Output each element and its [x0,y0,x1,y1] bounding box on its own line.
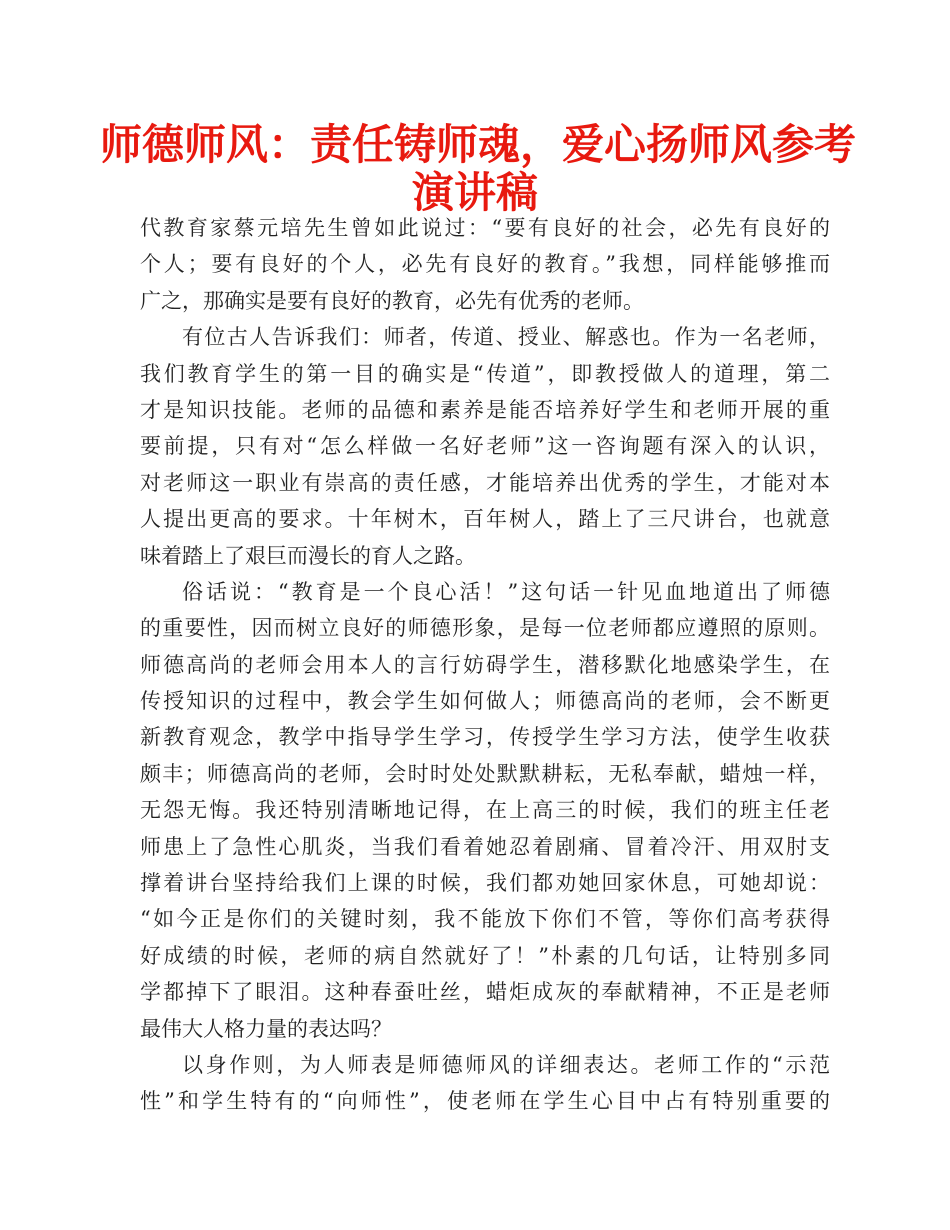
text-line: 味着踏上了艰巨而漫长的育人之路。 [140,543,476,568]
text-line: “如今正是你们的关键时刻，我不能放下你们不管，等你们高考获得 [140,907,830,932]
paragraph-2 [140,319,830,574]
paragraph-3 [140,574,830,1047]
text-line: 学都掉下了眼泪。这种春蚕吐丝，蜡炬成灰的奉献精神，不正是老师 [140,980,830,1005]
paragraph-1 [140,210,830,319]
text-line: 我们教育学生的第一目的确实是“传道”，即教授做人的道理，第二 [140,361,830,386]
text-line: 新教育观念，教学中指导学生学习，传授学生学习方法，使学生收获 [140,725,830,750]
body-text [140,210,830,1120]
text-line: 要前提，只有对“怎么样做一名好老师”这一咨询题有深入的认识， [140,434,830,459]
text-line: 师患上了急性心肌炎，当我们看着她忍着剧痛、冒着冷汗、用双肘支 [140,834,830,859]
text-line: 性”和学生特有的“向师性”，使老师在学生心目中占有特别重要的 [140,1089,830,1114]
text-line: 才是知识技能。老师的品德和素养是能否培养好学生和老师开展的重 [140,397,830,422]
text-line: 撑着讲台坚持给我们上课的时候，我们都劝她回家休息，可她却说： [140,871,830,896]
text-line: 有位古人告诉我们：师者，传道、授业、解惑也。作为一名老师， [182,325,830,350]
page-title-line-1: 师德师风：责任铸师魂，爱心扬师风参考 [100,120,857,169]
text-line: 以身作则，为人师表是师德师风的详细表达。老师工作的“示范 [182,1052,830,1077]
text-line: 颇丰；师德高尚的老师，会时时处处默默耕耘，无私奉献，蜡烛一样， [140,761,830,786]
text-line: 的重要性，因而树立良好的师德形象，是每一位老师都应遵照的原则。 [140,616,830,641]
text-line: 传授知识的过程中，教会学生如何做人；师德高尚的老师，会不断更 [140,689,830,714]
text-line: 广之，那确实是要有良好的教育，必先有优秀的老师。 [140,288,644,313]
text-line: 个人；要有良好的个人，必先有良好的教育。”我想，同样能够推而 [140,252,830,277]
text-line: 对老师这一职业有崇高的责任感，才能培养出优秀的学生，才能对本 [140,470,830,495]
page-title-line-2: 演讲稿 [411,168,538,217]
text-line: 最伟大人格力量的表达吗？ [140,1016,392,1041]
text-line: 代教育家蔡元培先生曾如此说过：“要有良好的社会，必先有良好的 [140,216,830,240]
text-line: 好成绩的时候，老师的病自然就好了！”朴素的几句话，让特别多同 [140,943,830,968]
text-line: 无怨无悔。我还特别清晰地记得，在上高三的时候，我们的班主任老 [140,798,830,823]
text-line: 人提出更高的要求。十年树木，百年树人，踏上了三尺讲台，也就意 [140,507,830,532]
text-line: 俗话说：“教育是一个良心活！”这句话一针见血地道出了师德 [182,579,830,604]
paragraph-4 [140,1047,830,1120]
text-line: 师德高尚的老师会用本人的言行妨碍学生，潜移默化地感染学生，在 [140,652,830,677]
